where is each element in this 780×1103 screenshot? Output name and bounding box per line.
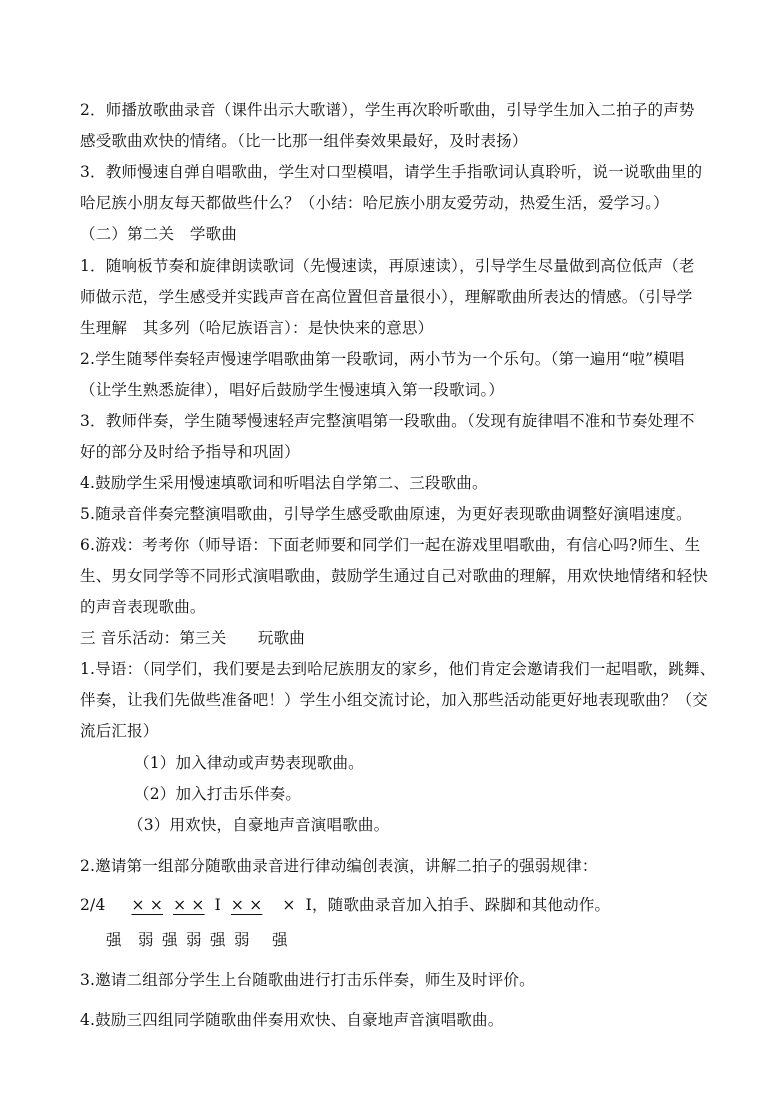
accent-strong: 强	[210, 931, 226, 949]
rhythm-notation	[80, 895, 610, 915]
rhythm-note-pair: × ×	[131, 896, 164, 914]
paragraph-line: 好的部分及时给予指导和巩固）	[80, 443, 300, 461]
accent-strong: 强	[106, 931, 122, 949]
accent-weak: 弱	[234, 931, 250, 949]
rhythm-instruction: ，随歌曲录音加入拍手、跺脚和其他动作。	[311, 896, 611, 914]
paragraph-line: 3．教师慢速自弹自唱歌曲，学生对口型模唱，请学生手指歌词认真聆听，说一说歌曲里的	[80, 163, 703, 181]
rhythm-note-pair: × ×	[230, 896, 263, 914]
paragraph-line: 6.游戏：考考你（师导语：下面老师要和同学们一起在游戏里唱歌曲，有信心吗?师生、生	[80, 536, 701, 554]
accent-weak: 弱	[138, 931, 154, 949]
list-item: （3）用欢快，自豪地声音演唱歌曲。	[128, 816, 390, 834]
paragraph-line: 4.鼓励学生采用慢速填歌词和听唱法自学第二、三段歌曲。	[80, 474, 488, 492]
paragraph-line: 2．师播放歌曲录音（课件出示大歌谱），学生再次聆听歌曲，引导学生加入二拍子的声势	[80, 101, 695, 119]
time-signature: 2/4	[80, 896, 106, 914]
paragraph-line: 流后汇报）	[80, 722, 159, 740]
accent-weak: 弱	[186, 931, 202, 949]
paragraph-line: 2.学生随琴伴奏轻声慢速学唱歌曲第一段歌词，两小节为一个乐句。（第一遍用“啦”模唱	[80, 350, 685, 368]
paragraph-line: （让学生熟悉旋律），唱好后鼓励学生慢速填入第一段歌词。）	[80, 381, 505, 399]
bar-line: I	[305, 896, 312, 914]
paragraph-line: 3.邀请二组部分学生上台随歌曲进行打击乐伴奏，师生及时评价。	[80, 971, 535, 989]
paragraph-line: 1．随响板节奏和旋律朗读歌词（先慢速读，再原速读），引导学生尽量做到高位低声（老	[80, 257, 695, 275]
accent-strong: 强	[272, 931, 288, 949]
paragraph-line: 3．教师伴奏，学生随琴慢速轻声完整演唱第一段歌曲。（发现有旋律唱不准和节奏处理不	[80, 412, 695, 430]
paragraph-line: 5.随录音伴奏完整演唱歌曲，引导学生感受歌曲原速，为更好表现歌曲调整好演唱速度。	[80, 505, 692, 523]
rhythm-note: ×	[282, 896, 296, 914]
paragraph-line: 感受歌曲欢快的情绪。（比一比那一组伴奏效果最好，及时表扬）	[80, 132, 528, 150]
paragraph-line: 伴奏，让我们先做些准备吧！）学生小组交流讨论，加入那些活动能更好地表现歌曲？（交	[80, 691, 709, 709]
paragraph-line: 4.鼓励三四组同学随歌曲伴奏用欢快、自豪地声音演唱歌曲。	[80, 1011, 504, 1029]
list-item: （1）加入律动或声势表现歌曲。	[134, 754, 364, 772]
section-heading: 三 音乐活动：第三关 玩歌曲	[80, 629, 305, 647]
paragraph-line: 哈尼族小朋友每天都做些什么？（小结：哈尼族小朋友爱劳动，热爱生活，爱学习。）	[80, 194, 669, 212]
bar-line: I	[214, 896, 221, 914]
paragraph-line: 1.导语：（同学们，我们要是去到哈尼族朋友的家乡，他们肯定会邀请我们一起唱歌，跳舞、	[80, 660, 716, 678]
list-item: （2）加入打击乐伴奏。	[134, 785, 302, 803]
section-heading: （二）第二关 学歌曲	[80, 225, 238, 243]
paragraph-line: 生、男女同学等不同形式演唱歌曲，鼓励学生通过自己对歌曲的理解，用欢快地情绪和轻快	[80, 567, 709, 585]
rhythm-note-pair: × ×	[173, 896, 205, 914]
paragraph-line: 的声音表现歌曲。	[80, 598, 206, 616]
paragraph-line: 师做示范，学生感受并实践声音在高位置但音量很小），理解歌曲所表达的情感。（引导学	[80, 288, 693, 306]
accent-strong: 强	[162, 931, 178, 949]
paragraph-line: 生理解 其多列（哈尼族语言）：是快快来的意思）	[80, 319, 434, 337]
accent-row	[106, 930, 288, 950]
paragraph-line: 2.邀请第一组部分随歌曲录音进行律动编创表演，讲解二拍子的强弱规律：	[80, 857, 598, 875]
